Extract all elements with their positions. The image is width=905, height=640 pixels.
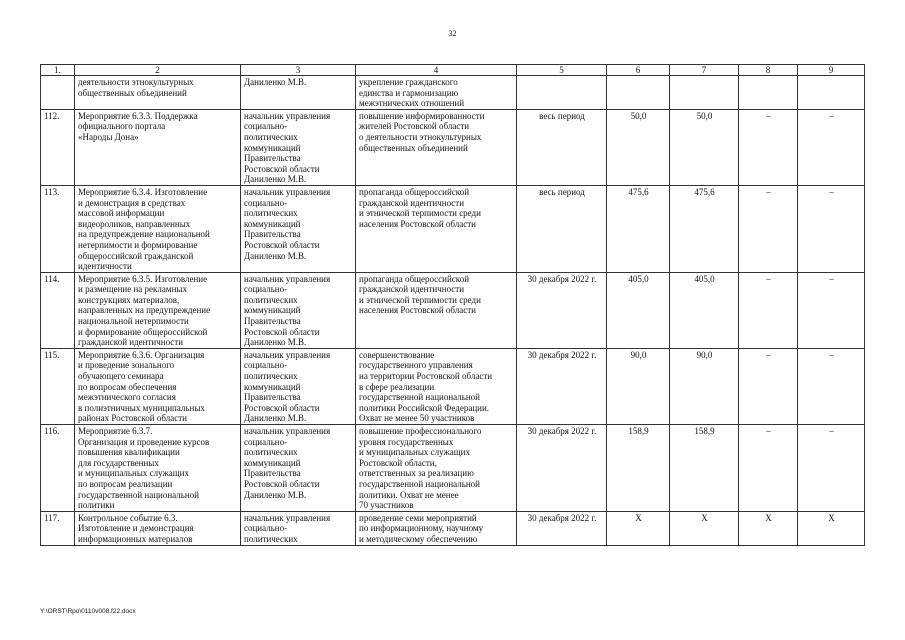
cell-text-line: единства и гармонизацию bbox=[359, 87, 459, 98]
cell-text-line: по информационному, научному bbox=[359, 523, 484, 534]
header-cell: 2 bbox=[75, 65, 241, 76]
value-cell-c7: 90,0 bbox=[670, 348, 739, 424]
cell-text-line: и методическому обеспечению bbox=[359, 533, 478, 544]
cell-text-line: о деятельности этнокультурных bbox=[359, 131, 482, 142]
cell-text-line: Правительства bbox=[244, 316, 301, 327]
cell-text-line: Охват не менее 50 участников bbox=[359, 413, 475, 424]
responsible-cell bbox=[241, 272, 356, 348]
period-cell bbox=[517, 76, 607, 110]
value-cell-c6 bbox=[607, 76, 670, 110]
period-cell: 30 декабря 2022 г. bbox=[517, 348, 607, 424]
cell-text-line: Контрольное событие 6.3. bbox=[78, 512, 178, 523]
cell-text-line: политических bbox=[244, 208, 298, 219]
value-cell-c7: 475,6 bbox=[670, 185, 739, 272]
value-cell-c6: 405,0 bbox=[607, 272, 670, 348]
expected-result-cell bbox=[356, 272, 517, 348]
cell-text-line: в полиэтничных муниципальных bbox=[78, 402, 205, 413]
cell-text-line: Даниленко М.В. bbox=[244, 489, 307, 500]
period-cell: весь период bbox=[517, 109, 607, 185]
cell-text-line: государственной национальной bbox=[359, 478, 480, 489]
event-name-cell bbox=[75, 272, 241, 348]
expected-result-cell bbox=[356, 185, 517, 272]
cell-text-line: Организация и проведение курсов bbox=[78, 436, 210, 447]
cell-text-line: обучающего семинара bbox=[78, 371, 164, 382]
row-number-cell: 113. bbox=[41, 185, 75, 272]
cell-text-line: видеороликов, направленных bbox=[78, 218, 191, 229]
cell-text-line: Мероприятие 6.3.5. Изготовление bbox=[78, 273, 208, 284]
cell-text-line: деятельности этнокультурных bbox=[78, 77, 194, 87]
period-cell: 30 декабря 2022 г. bbox=[517, 272, 607, 348]
table-row bbox=[41, 425, 865, 512]
row-number-cell: 114. bbox=[41, 272, 75, 348]
cell-text-line: начальник управления bbox=[244, 186, 331, 197]
cell-text-line: социально- bbox=[244, 523, 288, 534]
cell-text-line: гражданской идентичности bbox=[359, 284, 465, 295]
row-number-cell: 117. bbox=[41, 511, 75, 545]
cell-text-line: Даниленко М.В. bbox=[244, 337, 307, 348]
cell-text-line: общероссийской гражданской bbox=[78, 250, 194, 261]
header-row bbox=[41, 65, 865, 76]
cell-text-line: политических bbox=[244, 371, 298, 382]
value-cell-c9: – bbox=[798, 272, 865, 348]
table-row bbox=[41, 348, 865, 424]
cell-text-line: государственной национальной bbox=[78, 489, 199, 500]
cell-text-line: Ростовской области bbox=[244, 239, 320, 250]
header-cell: 6 bbox=[607, 65, 670, 76]
expected-result-cell bbox=[356, 76, 517, 110]
cell-text-line: массовой информации bbox=[78, 208, 165, 219]
table-row bbox=[41, 272, 865, 348]
value-cell-c6: 158,9 bbox=[607, 425, 670, 512]
cell-text-line: Ростовской области, bbox=[359, 457, 437, 468]
event-name-cell bbox=[75, 109, 241, 185]
cell-text-line: «Народы Дона» bbox=[78, 131, 139, 142]
cell-text-line: пропаганда общероссийской bbox=[359, 273, 470, 284]
cell-text-line: коммуникаций bbox=[244, 142, 301, 153]
table-row bbox=[41, 109, 865, 185]
cell-text-line: и муниципальных служащих bbox=[359, 447, 470, 458]
cell-text-line: Мероприятие 6.3.6. Организация bbox=[78, 349, 205, 360]
table-row bbox=[41, 511, 865, 545]
value-cell-c8: – bbox=[739, 109, 798, 185]
cell-text-line: нетерпимости и формирование bbox=[78, 239, 198, 250]
cell-text-line: и муниципальных служащих bbox=[78, 468, 189, 479]
cell-text-line: коммуникаций bbox=[244, 305, 301, 316]
cell-text-line: социально- bbox=[244, 121, 288, 132]
event-name-cell bbox=[75, 511, 241, 545]
cell-text-line: Правительства bbox=[244, 468, 301, 479]
cell-text-line: Ростовской области bbox=[244, 326, 320, 337]
value-cell-c9: – bbox=[798, 425, 865, 512]
page-number: 32 bbox=[448, 29, 457, 38]
cell-text-line: Даниленко М.В. bbox=[244, 77, 307, 87]
cell-text-line: направленных на предупреждение bbox=[78, 305, 211, 316]
cell-text-line: политики bbox=[78, 500, 115, 511]
cell-text-line: и демонстрация в средствах bbox=[78, 197, 186, 208]
cell-text-line: государственной национальной bbox=[359, 392, 480, 403]
cell-text-line: и проведение зонального bbox=[78, 360, 175, 371]
cell-text-line: конструкциях материалов, bbox=[78, 294, 180, 305]
period-cell: весь период bbox=[517, 185, 607, 272]
value-cell-c6: Х bbox=[607, 511, 670, 545]
cell-text-line: совершенствование bbox=[359, 349, 435, 360]
cell-text-line: коммуникаций bbox=[244, 218, 301, 229]
value-cell-c8 bbox=[739, 76, 798, 110]
table-row bbox=[41, 185, 865, 272]
value-cell-c8: – bbox=[739, 185, 798, 272]
expected-result-cell bbox=[356, 511, 517, 545]
cell-text-line: на предупреждение национальной bbox=[78, 229, 210, 240]
row-number-cell bbox=[41, 76, 75, 110]
cell-text-line: и этнической терпимости среди bbox=[359, 208, 481, 219]
cell-text-line: начальник управления bbox=[244, 273, 331, 284]
cell-text-line: и формирование общероссийской bbox=[78, 326, 208, 337]
value-cell-c9: – bbox=[798, 348, 865, 424]
event-name-cell bbox=[75, 185, 241, 272]
cell-text-line: Правительства bbox=[244, 229, 301, 240]
responsible-cell bbox=[241, 185, 356, 272]
cell-text-line: укрепление гражданского bbox=[359, 77, 458, 87]
cell-text-line: районах Ростовской области bbox=[78, 413, 187, 424]
cell-text-line: коммуникаций bbox=[244, 381, 301, 392]
cell-text-line: Ростовской области bbox=[244, 163, 320, 174]
value-cell-c6: 90,0 bbox=[607, 348, 670, 424]
period-cell: 30 декабря 2022 г. bbox=[517, 511, 607, 545]
header-cell: 9 bbox=[798, 65, 865, 76]
cell-text-line: по вопросам обеспечения bbox=[78, 381, 177, 392]
cell-text-line: межэтнических отношений bbox=[359, 98, 465, 109]
cell-text-line: политических bbox=[244, 131, 298, 142]
cell-text-line: Даниленко М.В. bbox=[244, 250, 307, 261]
header-cell: 1. bbox=[41, 65, 75, 76]
value-cell-c6: 475,6 bbox=[607, 185, 670, 272]
cell-text-line: начальник управления bbox=[244, 426, 331, 436]
cell-text-line: начальник управления bbox=[244, 349, 331, 360]
period-cell: 30 декабря 2022 г. bbox=[517, 425, 607, 512]
row-number-cell: 116. bbox=[41, 425, 75, 512]
event-name-cell bbox=[75, 76, 241, 110]
value-cell-c7: 50,0 bbox=[670, 109, 739, 185]
footer-file-path: Y:\ORST\Rpo\0110v008.f22.docx bbox=[40, 608, 136, 615]
row-number-cell: 112. bbox=[41, 109, 75, 185]
cell-text-line: официального портала bbox=[78, 121, 166, 132]
cell-text-line: идентичности bbox=[78, 261, 132, 272]
cell-text-line: социально- bbox=[244, 197, 288, 208]
responsible-cell bbox=[241, 511, 356, 545]
cell-text-line: государственного управления bbox=[359, 360, 473, 371]
responsible-cell bbox=[241, 76, 356, 110]
cell-text-line: информационных материалов bbox=[78, 533, 193, 544]
cell-text-line: ответственных за реализацию bbox=[359, 468, 474, 479]
header-cell: 8 bbox=[739, 65, 798, 76]
cell-text-line: Даниленко М.В. bbox=[244, 413, 307, 424]
cell-text-line: населения Ростовской области bbox=[359, 218, 476, 229]
event-name-cell bbox=[75, 348, 241, 424]
value-cell-c9: Х bbox=[798, 511, 865, 545]
value-cell-c8: – bbox=[739, 425, 798, 512]
cell-text-line: гражданской идентичности bbox=[359, 197, 465, 208]
cell-text-line: пропаганда общероссийской bbox=[359, 186, 470, 197]
value-cell-c8: – bbox=[739, 348, 798, 424]
event-name-cell bbox=[75, 425, 241, 512]
cell-text-line: и размещение на рекламных bbox=[78, 284, 187, 295]
cell-text-line: повышение информированности bbox=[359, 110, 485, 121]
cell-text-line: Даниленко М.В. bbox=[244, 174, 307, 185]
value-cell-c6: 50,0 bbox=[607, 109, 670, 185]
cell-text-line: населения Ростовской области bbox=[359, 305, 476, 316]
cell-text-line: общественных объединений bbox=[359, 142, 468, 153]
cell-text-line: социально- bbox=[244, 436, 288, 447]
cell-text-line: уровня государственных bbox=[359, 436, 454, 447]
expected-result-cell bbox=[356, 425, 517, 512]
expected-result-cell bbox=[356, 348, 517, 424]
responsible-cell bbox=[241, 109, 356, 185]
value-cell-c9: – bbox=[798, 109, 865, 185]
cell-text-line: политических bbox=[244, 533, 298, 544]
program-table bbox=[40, 64, 865, 546]
cell-text-line: жителей Ростовской области bbox=[359, 121, 470, 132]
responsible-cell bbox=[241, 425, 356, 512]
header-cell: 5 bbox=[517, 65, 607, 76]
cell-text-line: Правительства bbox=[244, 153, 301, 164]
value-cell-c8: – bbox=[739, 272, 798, 348]
cell-text-line: социально- bbox=[244, 360, 288, 371]
value-cell-c9: – bbox=[798, 185, 865, 272]
cell-text-line: 70 участников bbox=[359, 500, 414, 511]
header-cell: 7 bbox=[670, 65, 739, 76]
cell-text-line: гражданской идентичности bbox=[78, 337, 184, 348]
responsible-cell bbox=[241, 348, 356, 424]
cell-text-line: и этнической терпимости среди bbox=[359, 294, 481, 305]
cell-text-line: Мероприятие 6.3.7. bbox=[78, 426, 153, 436]
value-cell-c9 bbox=[798, 76, 865, 110]
cell-text-line: национальной нетерпимости bbox=[78, 316, 189, 327]
cell-text-line: политики Российской Федерации. bbox=[359, 402, 490, 413]
cell-text-line: общественных объединений bbox=[78, 87, 187, 98]
value-cell-c7 bbox=[670, 76, 739, 110]
value-cell-c7: 405,0 bbox=[670, 272, 739, 348]
value-cell-c7: Х bbox=[670, 511, 739, 545]
row-number-cell: 115. bbox=[41, 348, 75, 424]
expected-result-cell bbox=[356, 109, 517, 185]
cell-text-line: социально- bbox=[244, 284, 288, 295]
cell-text-line: политических bbox=[244, 447, 298, 458]
cell-text-line: проведение семи мероприятий bbox=[359, 512, 477, 523]
cell-text-line: Мероприятие 6.3.4. Изготовление bbox=[78, 186, 208, 197]
cell-text-line: на территории Ростовской области bbox=[359, 371, 493, 382]
cell-text-line: в сфере реализации bbox=[359, 381, 435, 392]
cell-text-line: Правительства bbox=[244, 392, 301, 403]
cell-text-line: коммуникаций bbox=[244, 457, 301, 468]
cell-text-line: по вопросам реализации bbox=[78, 478, 173, 489]
cell-text-line: Изготовление и демонстрация bbox=[78, 523, 194, 534]
table-row bbox=[41, 76, 865, 110]
cell-text-line: политики. Охват не менее bbox=[359, 489, 459, 500]
cell-text-line: межэтнического согласия bbox=[78, 392, 176, 403]
header-cell: 3 bbox=[241, 65, 356, 76]
cell-text-line: начальник управления bbox=[244, 512, 331, 523]
cell-text-line: повышения квалификации bbox=[78, 447, 180, 458]
value-cell-c7: 158,9 bbox=[670, 425, 739, 512]
cell-text-line: начальник управления bbox=[244, 110, 331, 121]
cell-text-line: для государственных bbox=[78, 457, 159, 468]
cell-text-line: Ростовской области bbox=[244, 478, 320, 489]
value-cell-c8: Х bbox=[739, 511, 798, 545]
cell-text-line: повышение профессионального bbox=[359, 426, 482, 436]
cell-text-line: политических bbox=[244, 294, 298, 305]
cell-text-line: Мероприятие 6.3.3. Поддержка bbox=[78, 110, 198, 121]
cell-text-line: Ростовской области bbox=[244, 402, 320, 413]
header-cell: 4 bbox=[356, 65, 517, 76]
